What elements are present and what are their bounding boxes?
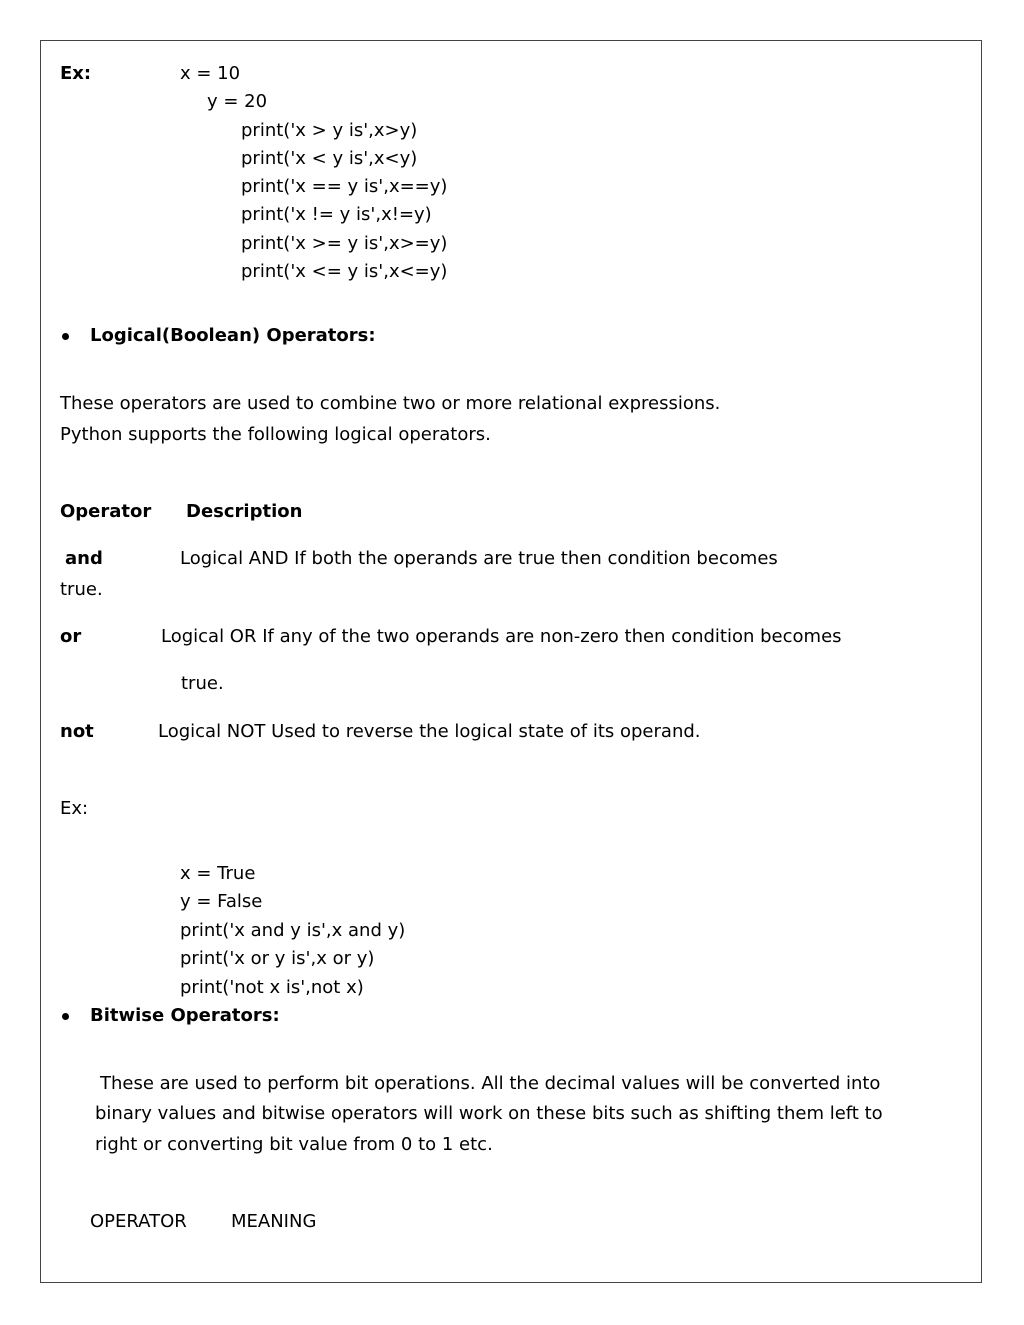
code-line: x = 10 <box>180 63 241 84</box>
example-label: Ex: <box>60 63 92 84</box>
code-line: print('x >= y is',x>=y) <box>241 233 448 254</box>
table-header-operator: Operator <box>60 501 152 522</box>
paragraph-line: These are used to perform bit operations. All the decimal values will be converted into <box>100 1073 881 1094</box>
section-heading: Logical(Boolean) Operators: <box>90 325 376 346</box>
table-header-description: Description <box>186 501 303 522</box>
code-line: print('x or y is',x or y) <box>180 948 375 969</box>
code-line: y = 20 <box>207 91 268 112</box>
operator-description-cont: true. <box>181 673 224 694</box>
code-line: print('x != y is',x!=y) <box>241 204 432 225</box>
code-line: print('x < y is',x<y) <box>241 148 418 169</box>
operator-description: Logical AND If both the operands are true then condition becomes <box>180 548 778 569</box>
operator-description-cont: true. <box>60 579 103 600</box>
section-heading: Bitwise Operators: <box>90 1005 280 1026</box>
bullet-icon <box>62 1013 69 1020</box>
paragraph-line: Python supports the following logical operators. <box>60 424 491 445</box>
operator-description: Logical OR If any of the two operands are non-zero then condition becomes <box>161 626 842 647</box>
code-line: print('not x is',not x) <box>180 977 364 998</box>
code-line: print('x > y is',x>y) <box>241 120 418 141</box>
code-line: x = True <box>180 863 256 884</box>
operator-name: or <box>60 626 82 647</box>
operator-name: not <box>60 721 94 742</box>
table-header-meaning: MEANING <box>231 1211 317 1232</box>
paragraph-line: These operators are used to combine two or more relational expressions. <box>60 393 721 414</box>
paragraph-line: right or converting bit value from 0 to 1 etc. <box>95 1134 493 1155</box>
bullet-icon <box>62 333 69 340</box>
table-header-operator: OPERATOR <box>90 1211 187 1232</box>
page-border <box>40 40 982 1283</box>
code-line: y = False <box>180 891 263 912</box>
code-line: print('x <= y is',x<=y) <box>241 261 448 282</box>
code-line: print('x and y is',x and y) <box>180 920 406 941</box>
operator-description: Logical NOT Used to reverse the logical state of its operand. <box>158 721 701 742</box>
operator-name: and <box>65 548 103 569</box>
paragraph-line: binary values and bitwise operators will work on these bits such as shifting them left to <box>95 1103 883 1124</box>
code-line: print('x == y is',x==y) <box>241 176 448 197</box>
example-label: Ex: <box>60 798 89 819</box>
